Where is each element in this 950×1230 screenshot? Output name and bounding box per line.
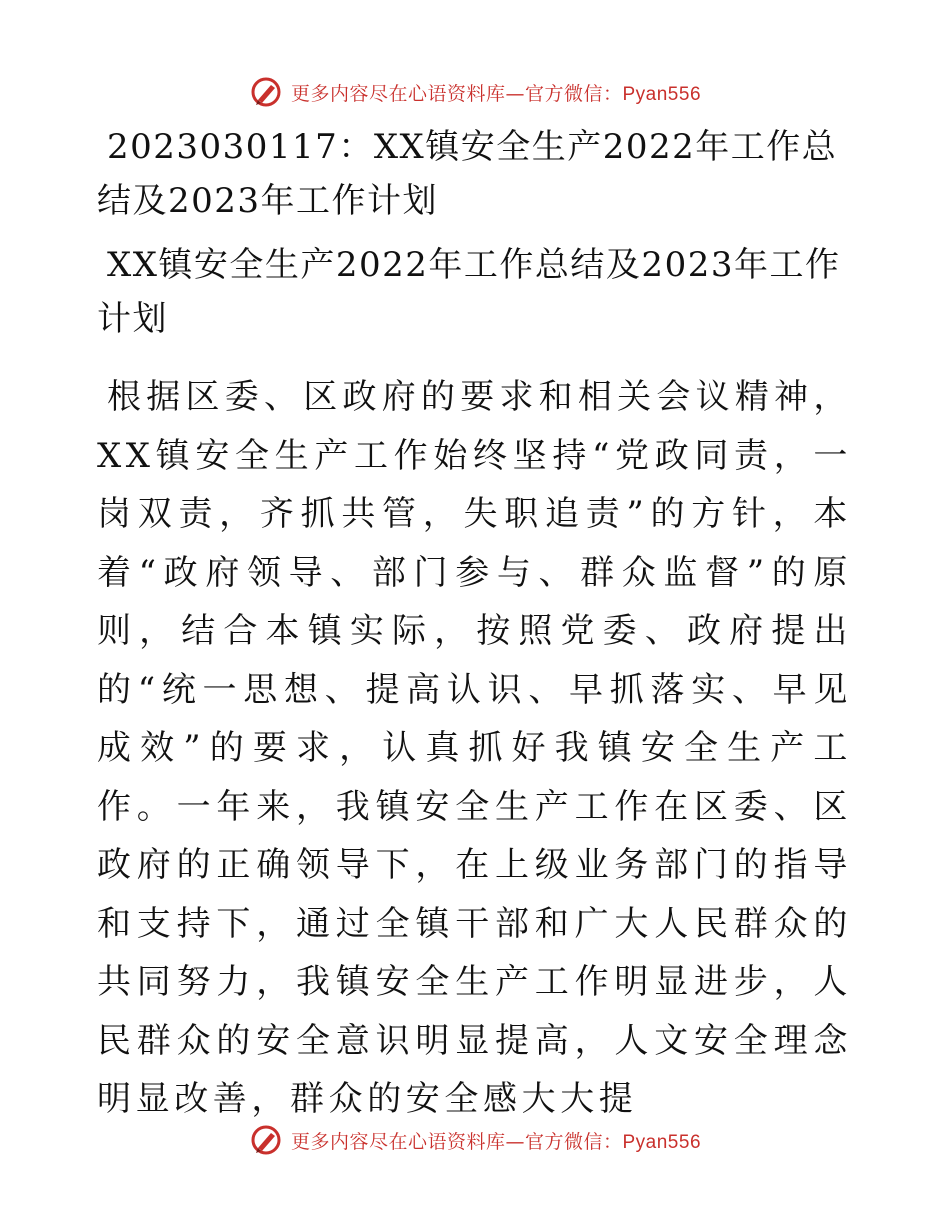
watermark-footer [0, 1120, 950, 1160]
watermark-text: 更多内容尽在心语资料库—官方微信：Pyan556 [290, 82, 702, 105]
document-title: 2023030117：XX镇安全生产2022年工作总结及2023年工作计划 [97, 127, 838, 221]
document-subtitle: XX镇安全生产2022年工作总结及2023年工作计划 [97, 245, 841, 339]
pen-circle-logo-icon [249, 1123, 283, 1157]
watermark-text: 更多内容尽在心语资料库—官方微信：Pyan556 [290, 1130, 702, 1153]
pen-circle-logo-icon [249, 75, 283, 109]
watermark-wechat-id: Pyan556 [622, 1131, 702, 1153]
body-paragraph: 根据区委、区政府的要求和相关会议精神，XX镇安全生产工作始终坚持“党政同责，一岗双责，齐抓共管，失职追责”的方针，本着“政府领导、部门参与、群众监督”的原则，结合本镇实际，按照党委、政府提出的“统一思想、提高认识、早抓落实、早见成效”的要求，认真抓好我镇安全生产工作。一年来，我镇安全生产工作在区委、区政府的正确领导下，在上级业务部门的指导和支持下，通过全镇干部和广大人民群众的共同努力，我镇安全生产工作明显进步，人民群众的安全意识明显提高，人文安全理念明显改善，群众的安全感大大提 [97, 377, 852, 1119]
watermark-wechat-id: Pyan556 [622, 83, 702, 105]
watermark-header [0, 72, 950, 112]
document-content [97, 120, 852, 1129]
